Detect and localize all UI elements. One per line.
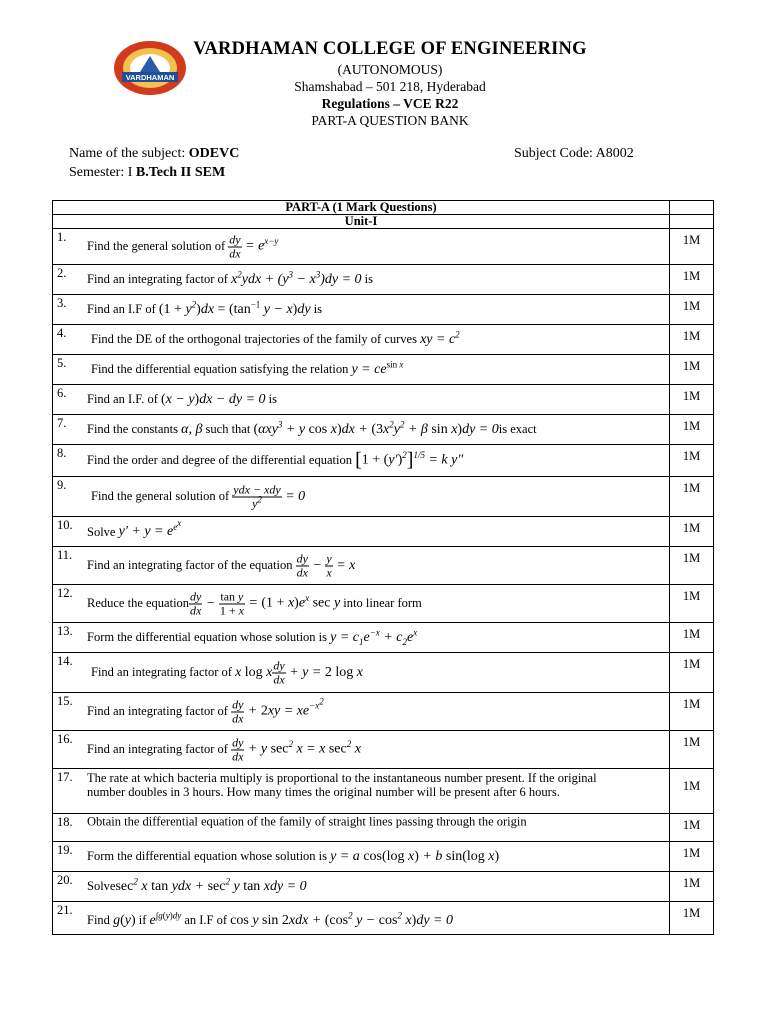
question-number: 10. <box>57 518 73 532</box>
question-row <box>53 445 714 477</box>
question-number: 1. <box>57 230 67 244</box>
question-row <box>53 653 714 693</box>
question-text: Form the differential equation whose solution is y = a cos(log x) + b sin(log x) <box>87 848 500 864</box>
question-row <box>53 517 714 547</box>
question-mark: 1M <box>670 295 714 325</box>
question-mark: 1M <box>670 585 714 623</box>
question-mark: 1M <box>670 693 714 731</box>
question-mark: 1M <box>670 415 714 445</box>
question-mark: 1M <box>670 814 714 842</box>
question-text: Find an integrating factor of x log x $\frac{dy}{dx}$ + y = 2 log x <box>91 658 363 686</box>
question-text: Find an integrating factor of the equation $\frac{dy}{dx}$ − $\frac{y}{x}$ = x <box>87 551 356 579</box>
college-name: VARDHAMAN COLLEGE OF ENGINEERING <box>193 39 587 59</box>
question-number: 9. <box>57 478 67 492</box>
question-mark: 1M <box>670 325 714 355</box>
question-number: 21. <box>57 903 73 917</box>
part-title: PART-A (1 Mark Questions) <box>53 201 670 215</box>
question-text: Find an integrating factor of $\frac{dy}{dx}$ + $2xy = xe^{-x^2}$ <box>87 696 324 725</box>
question-text: Find an I.F. of (x − y)dx − dy = 0 is <box>87 391 278 407</box>
question-text: Find the differential equation satisfying the relation $y = ce^{sin x}$ <box>91 358 404 377</box>
question-text: Find an integrating factor of $x^2ydx + (y^3 - x^3)dy = 0$ is <box>87 268 374 287</box>
unit-title: Unit-I <box>53 215 670 229</box>
question-mark: 1M <box>670 445 714 477</box>
question-row <box>53 385 714 415</box>
question-text: Find the constants α, β such that (αxy$^3$ + y $\cos x)dx + (3x^2y^2 + \beta$ sin x)dy = 0is exact <box>87 418 537 437</box>
question-number: 3. <box>57 296 67 310</box>
question-text: Find g(y) if $e^{\int g(y)dy}$ an I.F of cos y $\sin 2xdx + (\cos^2$ $y - \cos^2 x)dy = 0$ <box>87 910 453 929</box>
question-row <box>53 415 714 445</box>
question-table <box>52 200 714 935</box>
logo-text: VARDHAMAN <box>125 73 175 82</box>
question-number: 16. <box>57 732 73 746</box>
question-number: 17. <box>57 770 73 784</box>
college-address: Shamshabad – 501 218, Hyderabad <box>294 79 486 94</box>
question-text: Obtain the differential equation of the family of straight lines passing through the origin <box>87 814 527 829</box>
unit-header-row <box>53 215 714 229</box>
question-row <box>53 814 714 842</box>
question-mark: 1M <box>670 623 714 653</box>
question-row <box>53 872 714 902</box>
question-number: 14. <box>57 654 73 668</box>
question-row <box>53 265 714 295</box>
question-row <box>53 731 714 769</box>
question-row <box>53 842 714 872</box>
question-number: 15. <box>57 694 73 708</box>
question-mark: 1M <box>670 477 714 517</box>
autonomous-label: (AUTONOMOUS) <box>337 62 443 77</box>
question-row <box>53 902 714 935</box>
question-number: 13. <box>57 624 73 638</box>
regulations: Regulations – VCE R22 <box>321 96 459 111</box>
question-number: 11. <box>57 548 73 562</box>
question-text: Find the general solution of $\frac{dy}{dx}$ = $e^{x-y}$ <box>87 232 279 260</box>
semester-line <box>69 164 225 182</box>
question-text: Find the order and degree of the differential equation $[1 + (y')^2]^{1/5} = k$ y" <box>87 449 464 471</box>
question-mark: 1M <box>670 265 714 295</box>
question-row <box>53 229 714 265</box>
subject-name: ODEVC <box>188 146 240 161</box>
question-row <box>53 623 714 653</box>
question-number: 2. <box>57 266 67 280</box>
question-text: The rate at which bacteria multiply is proportional to the instantaneous number present. If the original number doubles in 3 hours. How many times the original number will be present after 6 hours. <box>87 771 597 799</box>
question-number: 7. <box>57 416 67 430</box>
question-text: Find the DE of the orthogonal trajectories of the family of curves xy = $c^2$ <box>91 328 460 347</box>
question-mark: 1M <box>670 653 714 693</box>
question-row <box>53 477 714 517</box>
question-text: Find an integrating factor of $\frac{dy}{dx}$ + y $\sec^2 x = x$ $\sec^2 x$ <box>87 735 361 763</box>
college-logo <box>110 38 190 98</box>
question-number: 20. <box>57 873 73 887</box>
subject-label: Name of the subject: <box>69 146 186 161</box>
question-number: 5. <box>57 356 67 370</box>
question-mark: 1M <box>670 355 714 385</box>
question-text: Solvesec$^2$ x tan ydx + $\sec^2 y$ tan xdy = 0 <box>87 875 307 894</box>
question-number: 12. <box>57 586 73 600</box>
question-text: Reduce the equation $\frac{dy}{dx}$ − $\frac{\text{tan y}}{1 + x}$ = $(1 + x)e^x$ sec y into linear form <box>87 589 422 617</box>
question-number: 6. <box>57 386 67 400</box>
question-text: Find the general solution of ydx − xdy $y^2$ = 0 <box>91 482 306 510</box>
question-text: Solve $y' + y = e^{e^x}$ <box>87 517 182 540</box>
question-row <box>53 585 714 623</box>
document-header <box>180 38 600 129</box>
question-text: Form the differential equation whose solution is $y = c_1e^{-x} + c_2e^x$ <box>87 626 418 647</box>
question-row <box>53 295 714 325</box>
semester-label: Semester: I <box>69 165 133 180</box>
question-row <box>53 769 714 814</box>
question-row <box>53 355 714 385</box>
question-mark: 1M <box>670 517 714 547</box>
question-number: 18. <box>57 815 73 829</box>
part-header-row <box>53 201 714 215</box>
question-text: Find an I.F of $(1 + y^2)dx = (\tan^{-1}$ y − x)dy is <box>87 298 323 317</box>
question-mark: 1M <box>670 385 714 415</box>
question-row <box>53 325 714 355</box>
question-mark: 1M <box>670 902 714 935</box>
subject-code: A8002 <box>595 146 634 161</box>
question-row <box>53 547 714 585</box>
subject-code-line <box>514 145 634 163</box>
question-bank-title: PART-A QUESTION BANK <box>311 113 469 128</box>
question-mark: 1M <box>670 229 714 265</box>
subject-line <box>69 145 239 163</box>
semester-value: B.Tech II SEM <box>135 165 226 180</box>
question-number: 19. <box>57 843 73 857</box>
question-mark: 1M <box>670 547 714 585</box>
question-number: 8. <box>57 446 67 460</box>
question-number: 4. <box>57 326 67 340</box>
question-row <box>53 693 714 731</box>
question-mark: 1M <box>670 872 714 902</box>
question-mark: 1M <box>670 842 714 872</box>
question-mark: 1M <box>670 731 714 769</box>
subject-code-label: Subject Code: <box>514 146 593 161</box>
question-mark: 1M <box>670 769 714 814</box>
